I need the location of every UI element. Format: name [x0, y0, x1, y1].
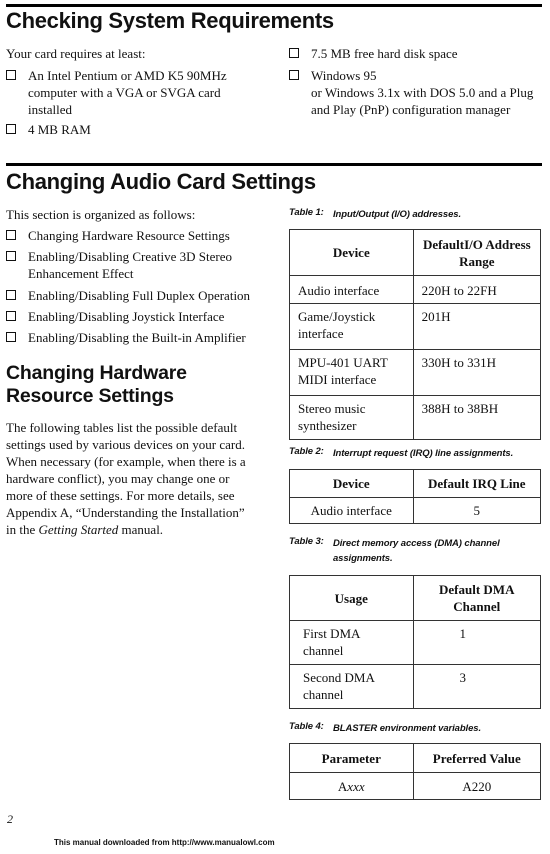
table-row: [290, 276, 541, 304]
table-row: [290, 665, 541, 709]
table-cell: Audio interface: [290, 276, 414, 304]
table-row: [290, 350, 541, 396]
checkbox-bullet-icon: [6, 290, 16, 300]
table-row: [290, 304, 541, 350]
table-cell: 330H to 331H: [413, 350, 540, 396]
table-dma-channels: [289, 575, 541, 709]
list-item: [289, 45, 544, 63]
table-row: [290, 396, 541, 440]
column-header: Usage: [290, 576, 414, 621]
table-cell: 388H to 38BH: [413, 396, 540, 440]
list-item: [6, 308, 276, 326]
column-header: Device: [290, 230, 414, 276]
section-intro: This section is organized as follows:: [6, 207, 196, 222]
table-blaster-variables: [289, 743, 541, 800]
table-header-row: [290, 470, 541, 498]
table-1-caption: Table 1: Input/Output (I/O) addresses.: [289, 207, 461, 220]
column-header: Default DMA Channel: [413, 576, 540, 621]
table-cell: Game/Joystick interface: [290, 304, 414, 350]
list-item-text: Changing Hardware Resource Settings: [28, 228, 230, 243]
table-header-row: [290, 576, 541, 621]
table-header-row: [290, 230, 541, 276]
section-rule-top: [6, 4, 542, 7]
checkbox-bullet-icon: [289, 48, 299, 58]
table-cell: 5: [413, 498, 540, 524]
section-rule-changing: [6, 163, 542, 166]
table-cell: 3: [413, 665, 540, 709]
table-cell: 220H to 22FH: [413, 276, 540, 304]
table-header-row: [290, 744, 541, 773]
table-cell: MPU-401 UART MIDI interface: [290, 350, 414, 396]
checkbox-bullet-icon: [6, 251, 16, 261]
list-item-text: 7.5 MB free hard disk space: [311, 46, 458, 61]
hardware-settings-paragraph: The following tables list the possible default settings used by various devices on your card. When necessary (for example, when there is a hardware conflict), you may change one or more of these settings. For more details, see Appendix A, “Understanding the Installation” in the Getting Started manual.: [6, 420, 246, 537]
table-cell: 201H: [413, 304, 540, 350]
table-cell: Stereo music synthesizer: [290, 396, 414, 440]
page-number: 2: [7, 812, 13, 826]
list-item: [6, 287, 281, 305]
table-4-caption: Table 4: BLASTER environment variables.: [289, 721, 481, 734]
column-header: Default IRQ Line: [413, 470, 540, 498]
requirements-intro: Your card requires at least:: [6, 46, 146, 61]
table-cell: A220: [413, 773, 540, 800]
list-item-text: Enabling/Disabling Creative 3D Stereo Enhancement Effect: [28, 249, 232, 281]
column-header: Preferred Value: [413, 744, 540, 773]
heading-changing-audio-card-settings: Changing Audio Card Settings: [6, 169, 316, 194]
table-row: [290, 621, 541, 665]
table-cell: Axxx: [290, 773, 414, 800]
download-note: This manual downloaded from http://www.manualowl.com: [54, 838, 275, 847]
list-item: [6, 248, 276, 284]
table-irq-lines: [289, 469, 541, 524]
table-row: [290, 498, 541, 524]
checkbox-bullet-icon: [6, 311, 16, 321]
table-cell: Second DMA channel: [290, 665, 414, 709]
checkbox-bullet-icon: [289, 70, 299, 80]
list-item: [6, 121, 266, 139]
list-item-text: Enabling/Disabling the Built-in Amplifier: [28, 330, 246, 345]
list-item: [6, 67, 266, 119]
table-cell: 1: [413, 621, 540, 665]
table-cell: Audio interface: [290, 498, 414, 524]
checkbox-bullet-icon: [6, 230, 16, 240]
list-item-text: 4 MB RAM: [28, 122, 91, 137]
column-header: Parameter: [290, 744, 414, 773]
list-item-text: Enabling/Disabling Full Duplex Operation: [28, 288, 251, 303]
checkbox-bullet-icon: [6, 70, 16, 80]
checkbox-bullet-icon: [6, 332, 16, 342]
list-item-text: An Intel Pentium or AMD K5 90MHz computer with a VGA or SVGA card installed: [28, 68, 227, 117]
table-row: [290, 773, 541, 800]
list-item: [6, 227, 276, 245]
checkbox-bullet-icon: [6, 124, 16, 134]
table-cell: First DMA channel: [290, 621, 414, 665]
table-io-addresses: [289, 229, 541, 440]
list-item-text: Enabling/Disabling Joystick Interface: [28, 309, 225, 324]
column-header: Device: [290, 470, 414, 498]
column-header: DefaultI/O Address Range: [413, 230, 540, 276]
heading-checking-requirements: Checking System Requirements: [6, 8, 334, 33]
table-2-caption: Table 2: Interrupt request (IRQ) line assignments.: [289, 446, 514, 459]
list-item-text: Windows 95 or Windows 3.1x with DOS 5.0 and a Plug and Play (PnP) configuration manager: [311, 68, 534, 117]
table-3-caption: Table 3: Direct memory access (DMA) channel assignments.: [289, 536, 500, 564]
manual-title: Getting Started: [38, 522, 119, 537]
list-item: [289, 67, 549, 119]
list-item: [6, 329, 281, 347]
subheading-changing-hardware-resource-settings: Changing Hardware Resource Settings: [6, 362, 187, 407]
